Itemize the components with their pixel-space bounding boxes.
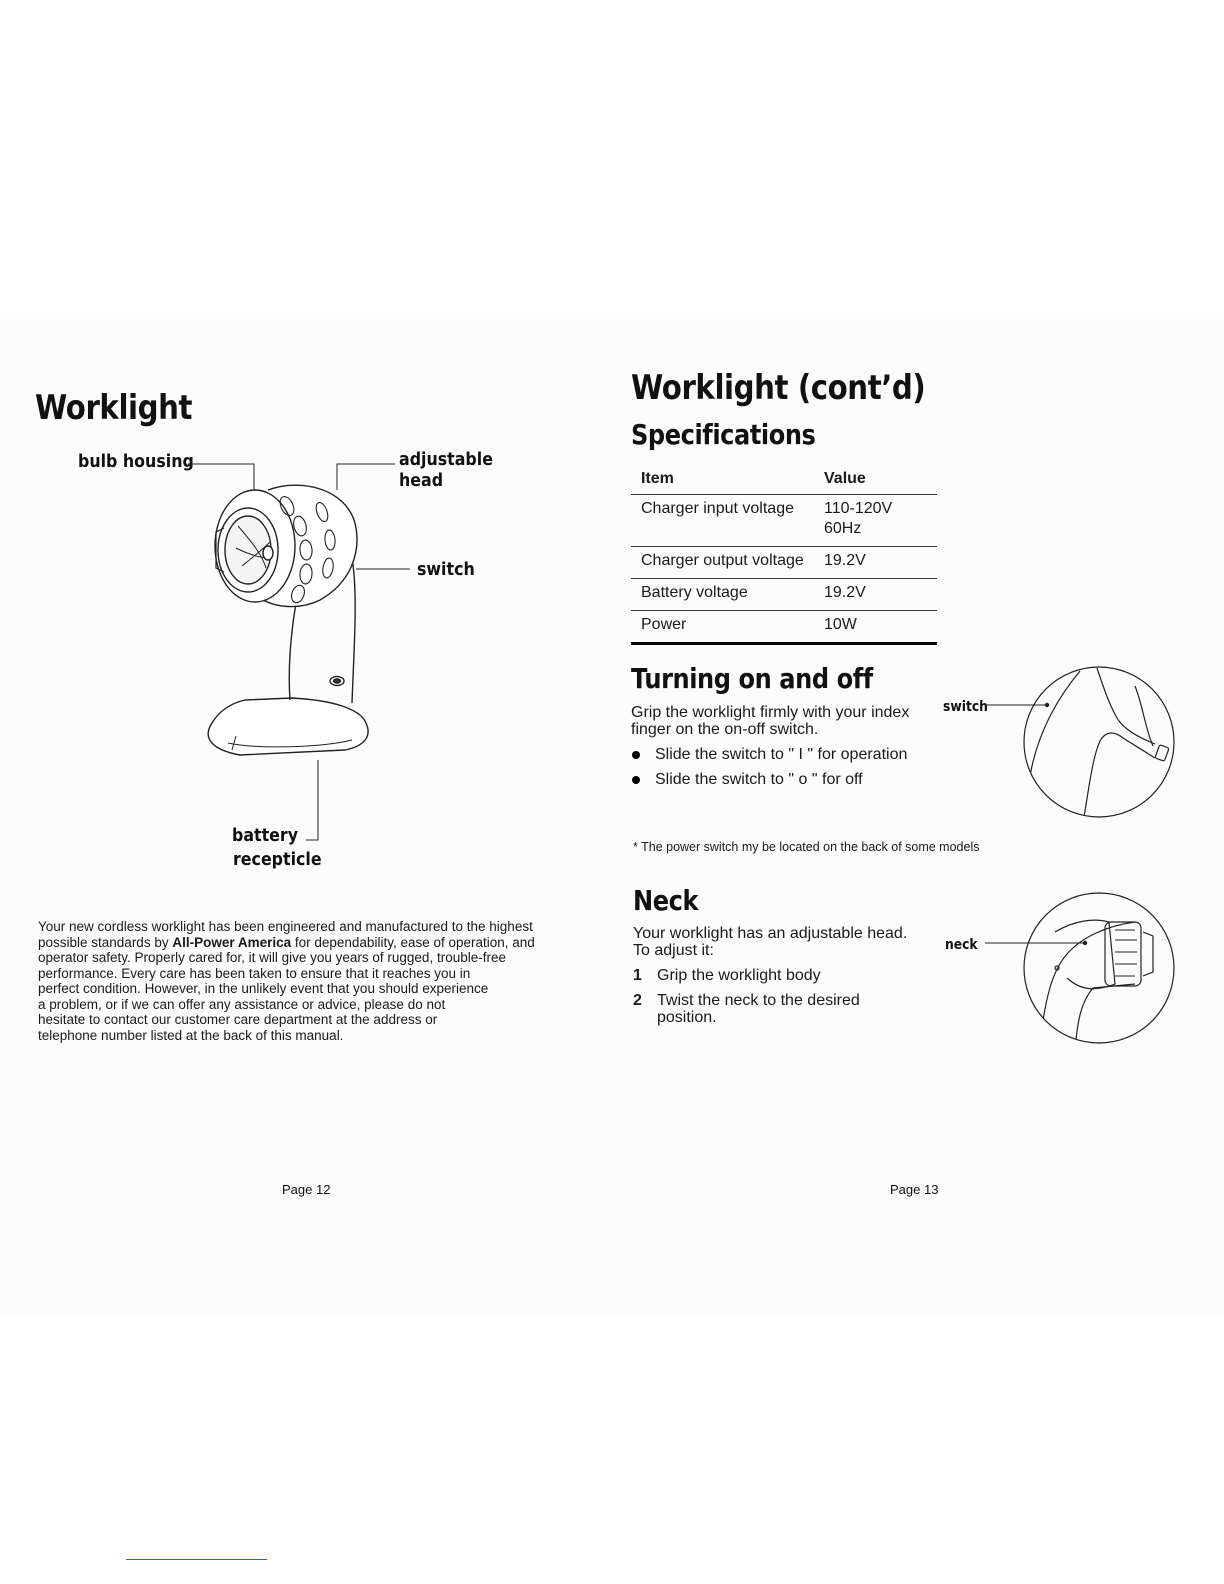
step-number: 1 [633,967,642,984]
page-title-worklight-contd: Worklight (cont’d) [631,368,926,408]
turning-bullets [631,746,907,796]
neck-text-line1: Your worklight has an adjustable head. [633,925,908,942]
table-cell-item: Charger input voltage [631,495,814,547]
table-cell-value: 10W [814,611,937,644]
value-line2: 60Hz [824,520,862,537]
intro-text-b: for dependability, ease of operation, and operator safety. Properly cared for, it will give you years of rugged, trouble-free performance. Every care has been taken to ensure that it reaches you in perfect condition. However, in the unlikely event that you should experience a problem, or if we can offer any assistance or advice, please do not hesitate to contact our customer care department at the address or telephone number listed at the back of this manual. [38,934,535,1043]
label-battery-line1: battery [232,825,299,846]
neck-detail-diagram [985,892,1180,1052]
step-number: 2 [633,992,642,1009]
step-text [657,992,860,1026]
table-cell-value: 19.2V [814,547,937,579]
turning-text-line2: finger on the on-off switch. [631,721,819,738]
table-cell-item: Charger output voltage [631,547,814,579]
page-number-right: Page 13 [890,1182,939,1197]
turning-footnote: * The power switch my be located on the back of some models [633,840,980,854]
section-heading-specifications: Specifications [631,418,816,451]
value-line1: 110-120V [824,500,893,517]
label-switch: switch [417,559,475,580]
page-title-worklight: Worklight [35,388,193,428]
manual-spread [0,318,1224,1318]
table-cell-item: Power [631,611,814,644]
switch-detail-diagram [985,666,1180,826]
intro-text-a: Your new cordless worklight has been engineered and manufactured to the highest possible standards by [38,919,533,950]
table-header-item: Item [631,460,814,495]
table-cell-value: 19.2V [814,579,937,611]
section-heading-neck: Neck [633,884,699,917]
step-text-line2: position. [657,1009,717,1026]
section-heading-turning: Turning on and off [631,662,873,695]
table-header-value: Value [814,460,937,495]
leader-battery [306,760,318,840]
label-battery-line2: recepticle [233,849,322,870]
intro-paragraph [38,919,598,1043]
table-header-row [631,460,937,495]
specifications-table [631,460,937,645]
label-adjustable-head-line2: head [399,470,444,491]
table-row [631,611,937,644]
list-item: Slide the switch to " o " for off [631,771,907,788]
neck-text-line2: To adjust it: [633,942,714,959]
list-item [633,967,860,984]
table-row [631,547,937,579]
page-number-left: Page 12 [282,1182,331,1197]
label-neck-diagram: neck [945,937,978,953]
label-bulb-housing: bulb housing [78,451,194,472]
list-item: Slide the switch to " I " for operation [631,746,907,763]
list-item [633,992,860,1026]
worklight-illustration [0,318,612,878]
step-text-line1: Twist the neck to the desired [657,992,860,1009]
neck-steps [633,967,860,1034]
leader-adjustable-head [337,464,395,490]
step-text: Grip the worklight body [657,967,821,984]
table-row [631,495,937,547]
label-adjustable-head-line1: adjustable [399,449,493,470]
turning-text-line1: Grip the worklight firmly with your index [631,704,910,721]
table-cell-item: Battery voltage [631,579,814,611]
table-cell-value [814,495,937,547]
label-switch-diagram: switch [943,699,988,715]
table-row [631,579,937,611]
intro-brand: All-Power America [172,934,292,950]
footer-link-underline [126,1559,267,1560]
